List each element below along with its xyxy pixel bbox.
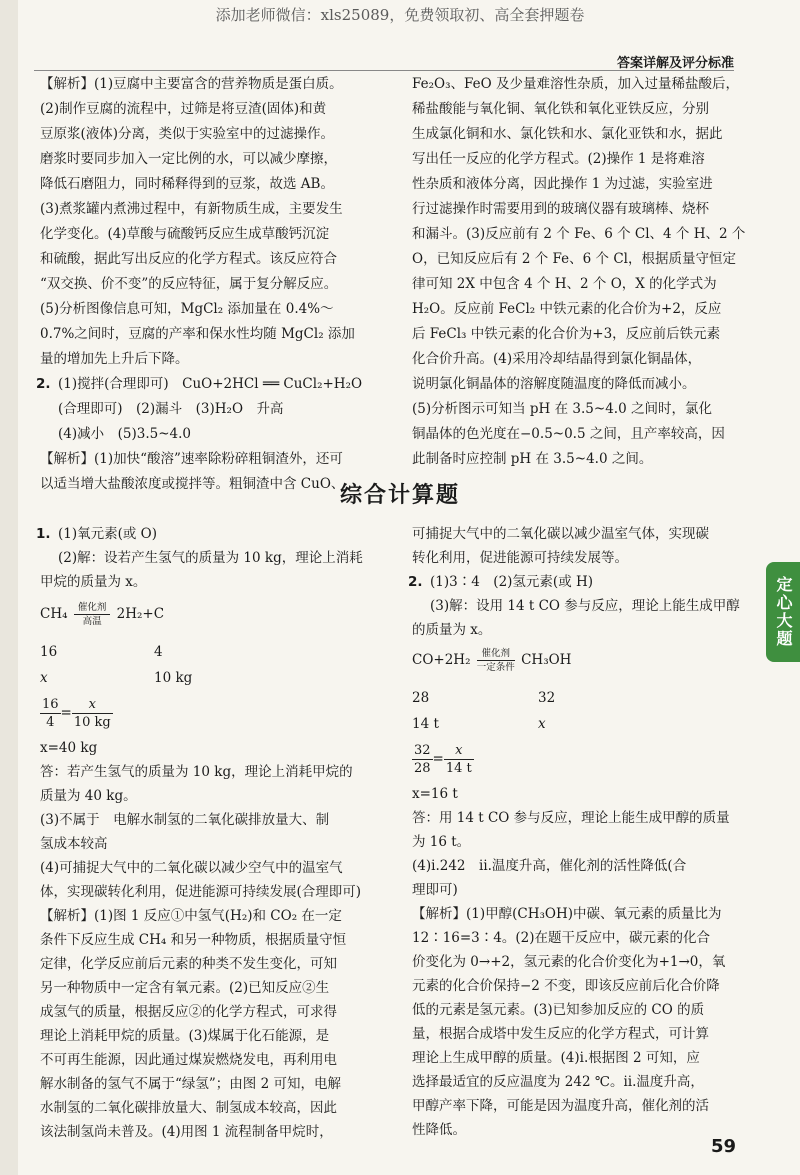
text-line: (合理即可) (2)漏斗 (3)H₂O 升高 — [58, 401, 284, 417]
text-line: 降低石磨阻力，同时稀释得到的豆浆，故选 AB。 — [40, 176, 334, 192]
text-line: H₂O。反应前 FeCl₂ 中铁元素的化合价为+2，反应 — [412, 301, 722, 317]
text-line: 水制氢的二氧化碳排放量大、制氢成本较高，因此 — [40, 1100, 337, 1116]
equation-reactant: CO+2H₂ — [412, 652, 471, 668]
proportion: $\frac{32}{28}$ = $\frac{x}{14 t}$ — [414, 743, 472, 776]
question-number: 2. — [408, 574, 423, 590]
text-line: 和硫酸，据此写出反应的化学方程式。该反应符合 — [40, 251, 337, 267]
text-line: 不可再生能源，因此通过煤炭燃烧发电，再利用电 — [40, 1052, 337, 1068]
text-line: (2)解：设若产生氢气的质量为 10 kg，理论上消耗 — [58, 550, 363, 566]
text-line: 氢成本较高 — [40, 836, 108, 852]
text-line: 【解析】(1)甲醇(CH₃OH)中碳、氧元素的质量比为 — [412, 906, 722, 922]
text-line: 体，实现碳转化利用，促进能源可持续发展(合理即可) — [40, 884, 362, 900]
numerator: 16 — [42, 697, 59, 712]
ratio-value: 10 kg — [154, 670, 193, 686]
ratio-value: 4 — [154, 644, 163, 660]
text-line: “双交换、价不变”的反应特征，属于复分解反应。 — [40, 276, 338, 292]
text-line: (5)分析图像信息可知，MgCl₂ 添加量在 0.4%～ — [40, 301, 334, 317]
question-number: 2. — [36, 376, 51, 392]
text-line: 质量为 40 kg。 — [40, 788, 137, 804]
text-line: (5)分析图示可知当 pH 在 3.5~4.0 之间时，氯化 — [412, 401, 712, 417]
text-line: 答：用 14 t CO 参与反应，理论上能生成甲醇的质量 — [412, 810, 730, 826]
text-line: 理即可) — [412, 882, 458, 898]
text-line: 解水制备的氢气不属于“绿氢”；由图 2 可知，电解 — [40, 1076, 341, 1092]
text-line: 条件下反应生成 CH₄ 和另一种物质，根据质量守恒 — [40, 932, 347, 948]
text-line: 和漏斗。(3)反应前有 2 个 Fe、6 个 Cl、4 个 H、2 个 — [412, 226, 746, 242]
fraction — [444, 742, 474, 777]
equation-reactant: CH₄ — [40, 606, 68, 622]
text-line: 的质量为 x。 — [412, 622, 492, 638]
text-line: (3)解：设用 14 t CO 参与反应，理论上能生成甲醇 — [430, 598, 740, 614]
text-line: 为 16 t。 — [412, 834, 471, 850]
text-line: 【解析】(1)图 1 反应①中氢气(H₂)和 CO₂ 在一定 — [40, 908, 342, 924]
text-line: Fe₂O₃、FeO 及少量难溶性杂质，加入过量稀盐酸后， — [412, 76, 739, 92]
equation-product: 2H₂+C — [116, 606, 165, 622]
text-line: 另一种物质中一定含有氧元素。(2)已知反应②生 — [40, 980, 330, 996]
fraction — [72, 696, 113, 731]
top-left-column — [36, 72, 385, 497]
page-number: 59 — [710, 1136, 736, 1157]
chemical-equation — [40, 602, 385, 638]
condition-bottom: 高温 — [82, 616, 102, 627]
text-line: 说明氯化铜晶体的溶解度随温度的降低而减小。 — [412, 376, 696, 392]
question-number: 1. — [36, 526, 51, 542]
text-line: 稀盐酸能与氧化铜、氧化铁和氧化亚铁反应，分别 — [412, 101, 709, 117]
text-line: 磨浆时要同步加入一定比例的水，可以减少摩擦， — [40, 151, 337, 167]
result: x=16 t — [412, 786, 458, 802]
text-line: (4)可捕捉大气中的二氧化碳以减少空气中的温室气 — [40, 860, 343, 876]
equation-product: CH₃OH — [521, 652, 572, 668]
ratio-row — [412, 712, 747, 742]
header-rule — [34, 70, 734, 71]
text-line: 以适当增大盐酸浓度或搅拌等。粗铜渣中含 CuO、 — [40, 476, 345, 492]
text-line: (1)氧元素(或 O) — [58, 526, 158, 542]
text-line: 该法制氢尚未普及。(4)用图 1 流程制备甲烷时， — [40, 1124, 333, 1140]
text-line: 量，根据合成塔中发生反应的化学方程式，可计算 — [412, 1026, 709, 1042]
text-line: 豆原浆(液体)分离，类似于实验室中的过滤操作。 — [40, 126, 335, 142]
ratio-row — [412, 686, 747, 712]
reaction-condition — [74, 602, 111, 627]
ratio-row — [40, 666, 385, 696]
text-line: 铜晶体的色光度在−0.5~0.5 之间，且产率较高，因 — [412, 426, 725, 442]
condition-top: 催化剂 — [74, 602, 111, 615]
text-line: 价变化为 0→+2，氢元素的化合价变化为+1→0，氧 — [412, 954, 726, 970]
proportion: $\frac{16}{4}$ = $\frac{x}{10 kg}$ — [42, 697, 111, 730]
numerator: x — [444, 742, 474, 760]
text-line: 答：若产生氢气的质量为 10 kg，理论上消耗甲烷的 — [40, 764, 353, 780]
analysis-prev-question — [40, 72, 385, 372]
text-line: (1)搅拌(合理即可) CuO+2HCl ══ CuCl₂+H₂O — [58, 376, 363, 392]
text-line: (4)减小 (5)3.5~4.0 — [58, 426, 191, 442]
text-line: (4)ⅰ.242 ⅱ.温度升高，催化剂的活性降低(合 — [412, 858, 687, 874]
ratio-value: 28 — [412, 690, 430, 706]
text-line: 量的增加先上升后下降。 — [40, 351, 189, 367]
reaction-condition — [477, 648, 515, 673]
section-side-tab: 定心大题 — [766, 562, 800, 662]
ratio-value: 16 — [40, 644, 58, 660]
ratio-value: x — [538, 716, 546, 732]
text-line: 转化利用，促进能源可持续发展等。 — [412, 550, 628, 566]
text-line: 化学变化。(4)草酸与硫酸钙反应生成草酸钙沉淀 — [40, 226, 330, 242]
text-line: 12∶16=3∶4。(2)在题干反应中，碳元素的化合 — [412, 930, 710, 946]
numerator: 32 — [414, 743, 431, 758]
text-line: 行过滤操作时需要用到的玻璃仪器有玻璃棒、烧杯 — [412, 201, 709, 217]
ratio-value: 14 t — [412, 716, 439, 732]
top-right-column — [412, 72, 747, 472]
page-edge — [0, 0, 18, 1175]
question-1-answer — [36, 522, 385, 1144]
text-line: 后 FeCl₃ 中铁元素的化合价为+3，反应前后铁元素 — [412, 326, 721, 342]
fraction — [412, 742, 433, 777]
denominator: 4 — [46, 715, 55, 730]
denominator: 10 kg — [73, 715, 111, 730]
text-line: 低的元素是氢元素。(3)已知参加反应的 CO 的质 — [412, 1002, 705, 1018]
section-title: 综合计算题 — [339, 483, 460, 508]
running-head: 答案详解及评分标准 — [616, 56, 734, 71]
text-line: 性杂质和液体分离，因此操作 1 为过滤，实验室进 — [412, 176, 713, 192]
watermark-banner: 添加老师微信：xls25089，免费领取初、高全套押题卷 — [215, 6, 585, 24]
result: x=40 kg — [40, 740, 98, 756]
fraction — [40, 696, 61, 731]
denominator: 28 — [414, 761, 431, 776]
condition-top: 催化剂 — [477, 648, 515, 661]
text-line: 写出任一反应的化学方程式。(2)操作 1 是将难溶 — [412, 151, 705, 167]
text-line: 【解析】(1)加快“酸溶”速率除粉碎粗铜渣外，还可 — [40, 451, 343, 467]
text-line: (3)煮浆罐内煮沸过程中，有新物质生成，主要发生 — [40, 201, 343, 217]
text-line: 此制备时应控制 pH 在 3.5~4.0 之间。 — [412, 451, 653, 467]
text-line: 可捕捉大气中的二氧化碳以减少温室气体，实现碳 — [412, 526, 709, 542]
text-line: O，已知反应后有 2 个 Fe、6 个 Cl，根据质量守恒定 — [412, 251, 736, 267]
ratio-row — [40, 640, 385, 666]
ratio-value: 32 — [538, 690, 556, 706]
text-line: 甲醇产率下降，可能是因为温度升高，催化剂的活 — [412, 1098, 709, 1114]
text-line: 选择最适宜的反应温度为 242 ℃。ⅱ.温度升高， — [412, 1074, 704, 1090]
text-line: 化合价升高。(4)采用冷却结晶得到氯化铜晶体， — [412, 351, 702, 367]
text-line: 理论上生成甲醇的质量。(4)ⅰ.根据图 2 可知，应 — [412, 1050, 700, 1066]
text-line: 成氢气的质量，根据反应②的化学方程式，可求得 — [40, 1004, 337, 1020]
text-line: 律可知 2X 中包含 4 个 H、2 个 O，X 的化学式为 — [412, 276, 717, 292]
text-line: 性降低。 — [412, 1122, 466, 1138]
text-line: 生成氯化铜和水、氯化铁和水、氯化亚铁和水，据此 — [412, 126, 723, 142]
text-line: (3)不属于 电解水制氢的二氧化碳排放量大、制 — [40, 812, 330, 828]
condition-bottom: 一定条件 — [476, 662, 515, 673]
text-line: 元素的化合价保持−2 不变，即该反应前后化合价降 — [412, 978, 720, 994]
ratio-value: x — [40, 670, 48, 686]
text-line: (2)制作豆腐的流程中，过筛是将豆渣(固体)和黄 — [40, 101, 327, 117]
text-line: (1)3∶4 (2)氢元素(或 H) — [430, 574, 594, 590]
text-line: 定律，化学反应前后元素的种类不发生变化，可知 — [40, 956, 337, 972]
chemical-equation — [412, 648, 747, 684]
numerator: x — [72, 696, 113, 714]
question-2-section — [408, 522, 747, 1142]
text-line: 甲烷的质量为 x。 — [40, 574, 147, 590]
text-line: 理论上消耗甲烷的质量。(3)煤属于化石能源，是 — [40, 1028, 330, 1044]
text-line: 0.7%之间时，豆腐的产率和保水性均随 MgCl₂ 添加 — [40, 326, 355, 342]
denominator: 14 t — [445, 761, 472, 776]
text-line: 【解析】(1)豆腐中主要富含的营养物质是蛋白质。 — [40, 76, 343, 92]
